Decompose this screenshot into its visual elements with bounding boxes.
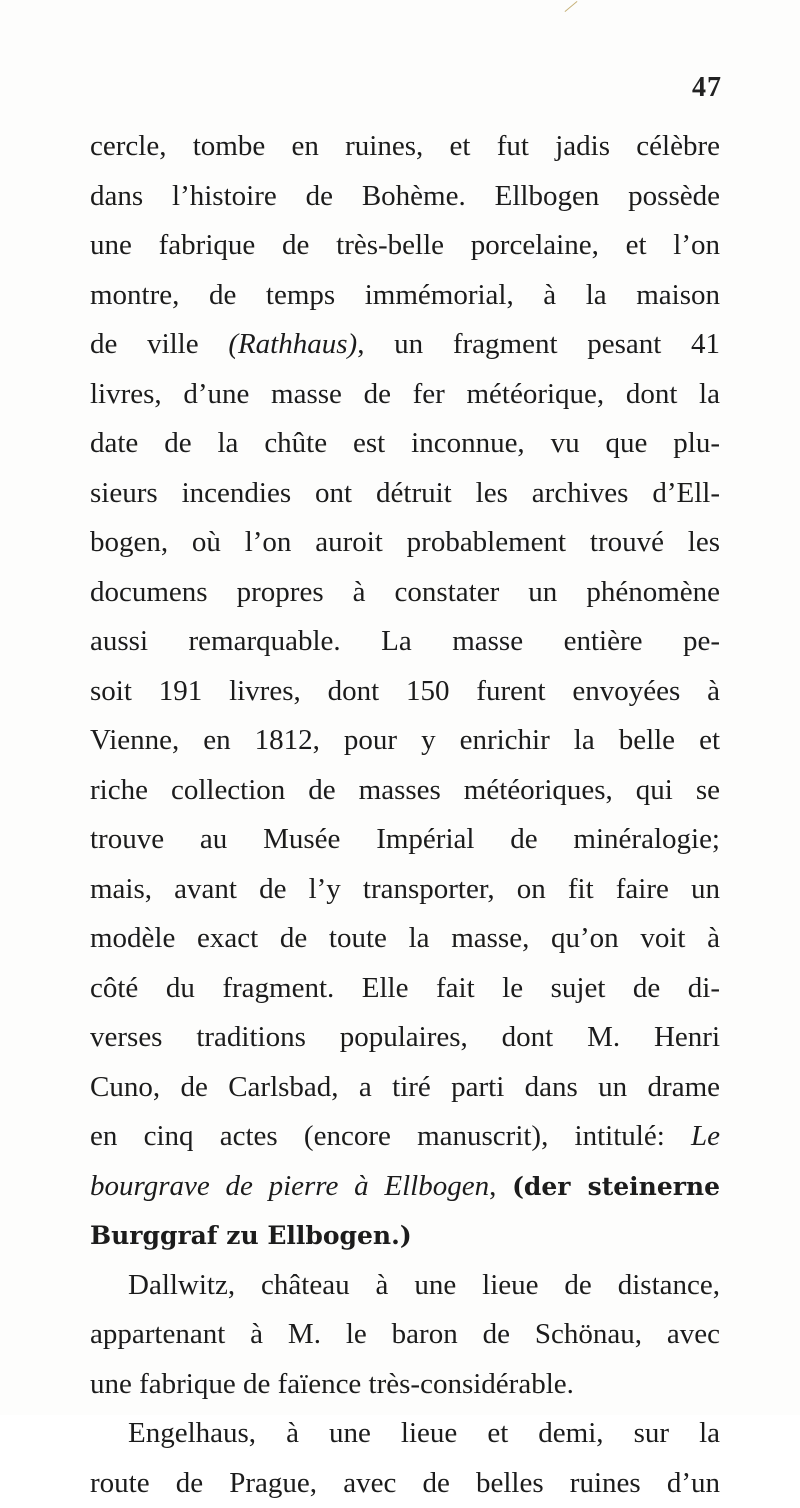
text-segment: appartenant à M. le baron de Schönau, avec xyxy=(90,1318,720,1350)
text-segment: mais, avant de l’y transporter, on fit faire un xyxy=(90,873,720,905)
text-line xyxy=(90,716,720,766)
text-segment: (der steinerne xyxy=(512,1172,720,1201)
text-line xyxy=(90,914,720,964)
text-segment: montre, de temps immémorial, à la maison xyxy=(90,279,720,311)
text-line xyxy=(90,667,720,717)
text-segment: (Rathhaus) xyxy=(228,328,357,360)
text-line xyxy=(90,1310,720,1360)
text-segment: livres, d’une masse de fer météorique, dont la xyxy=(90,378,720,410)
text-segment: sieurs incendies ont détruit les archives d’Ell- xyxy=(90,477,720,509)
text-line xyxy=(90,1162,720,1212)
text-segment: Le xyxy=(691,1120,720,1152)
text-line xyxy=(90,766,720,816)
text-line xyxy=(90,1459,720,1508)
text-segment: riche collection de masses météoriques, qui se xyxy=(90,774,720,806)
page-number: 47 xyxy=(692,72,722,104)
text-segment: bogen, où l’on auroit probablement trouvé les xyxy=(90,526,720,558)
text-segment: une fabrique de faïence très-considérable. xyxy=(90,1368,574,1400)
text-line xyxy=(90,1211,720,1261)
text-segment: documens propres à constater un phénomène xyxy=(90,576,720,608)
text-line xyxy=(90,865,720,915)
text-line xyxy=(90,370,720,420)
text-segment: en cinq actes (encore manuscrit), intitulé: xyxy=(90,1120,691,1152)
text-line xyxy=(90,1261,720,1311)
text-segment: Engelhaus, à une lieue et demi, sur la xyxy=(128,1417,720,1449)
text-line xyxy=(90,122,720,172)
text-segment: Burggraf zu Ellbogen.) xyxy=(90,1221,412,1250)
text-line xyxy=(90,469,720,519)
text-segment: côté du fragment. Elle fait le sujet de di- xyxy=(90,972,720,1004)
text-segment: soit 191 livres, dont 150 furent envoyées à xyxy=(90,675,720,707)
text-segment: , xyxy=(489,1170,512,1202)
text-line xyxy=(90,1063,720,1113)
text-segment: trouve au Musée Impérial de minéralogie; xyxy=(90,823,720,855)
text-segment: route de Prague, avec de belles ruines d’un xyxy=(90,1467,720,1499)
text-line xyxy=(90,617,720,667)
text-segment: de ville xyxy=(90,328,228,360)
text-line xyxy=(90,1409,720,1459)
text-segment: cercle, tombe en ruines, et fut jadis célèbre xyxy=(90,130,720,162)
body-text xyxy=(90,122,720,1508)
text-line xyxy=(90,419,720,469)
text-line xyxy=(90,1013,720,1063)
text-segment: Dallwitz, château à une lieue de distance, xyxy=(128,1269,720,1301)
text-line xyxy=(90,221,720,271)
text-line xyxy=(90,172,720,222)
text-line xyxy=(90,568,720,618)
text-segment: , un fragment pesant 41 xyxy=(357,328,720,360)
text-line xyxy=(90,271,720,321)
text-segment: modèle exact de toute la masse, qu’on voit à xyxy=(90,922,720,954)
text-segment: verses traditions populaires, dont M. Henri xyxy=(90,1021,720,1053)
text-segment: Vienne, en 1812, pour y enrichir la belle et xyxy=(90,724,720,756)
text-segment: Cuno, de Carlsbad, a tiré parti dans un drame xyxy=(90,1071,720,1103)
text-line xyxy=(90,1360,720,1410)
text-segment: date de la chûte est inconnue, vu que plu- xyxy=(90,427,720,459)
text-line xyxy=(90,815,720,865)
text-line xyxy=(90,1112,720,1162)
text-segment: aussi remarquable. La masse entière pe- xyxy=(90,625,720,657)
text-segment: une fabrique de très-belle porcelaine, et l’on xyxy=(90,229,720,261)
text-line xyxy=(90,320,720,370)
text-segment: bourgrave de pierre à Ellbogen xyxy=(90,1170,489,1202)
text-line xyxy=(90,518,720,568)
text-segment: dans l’histoire de Bohème. Ellbogen possède xyxy=(90,180,720,212)
text-line xyxy=(90,964,720,1014)
